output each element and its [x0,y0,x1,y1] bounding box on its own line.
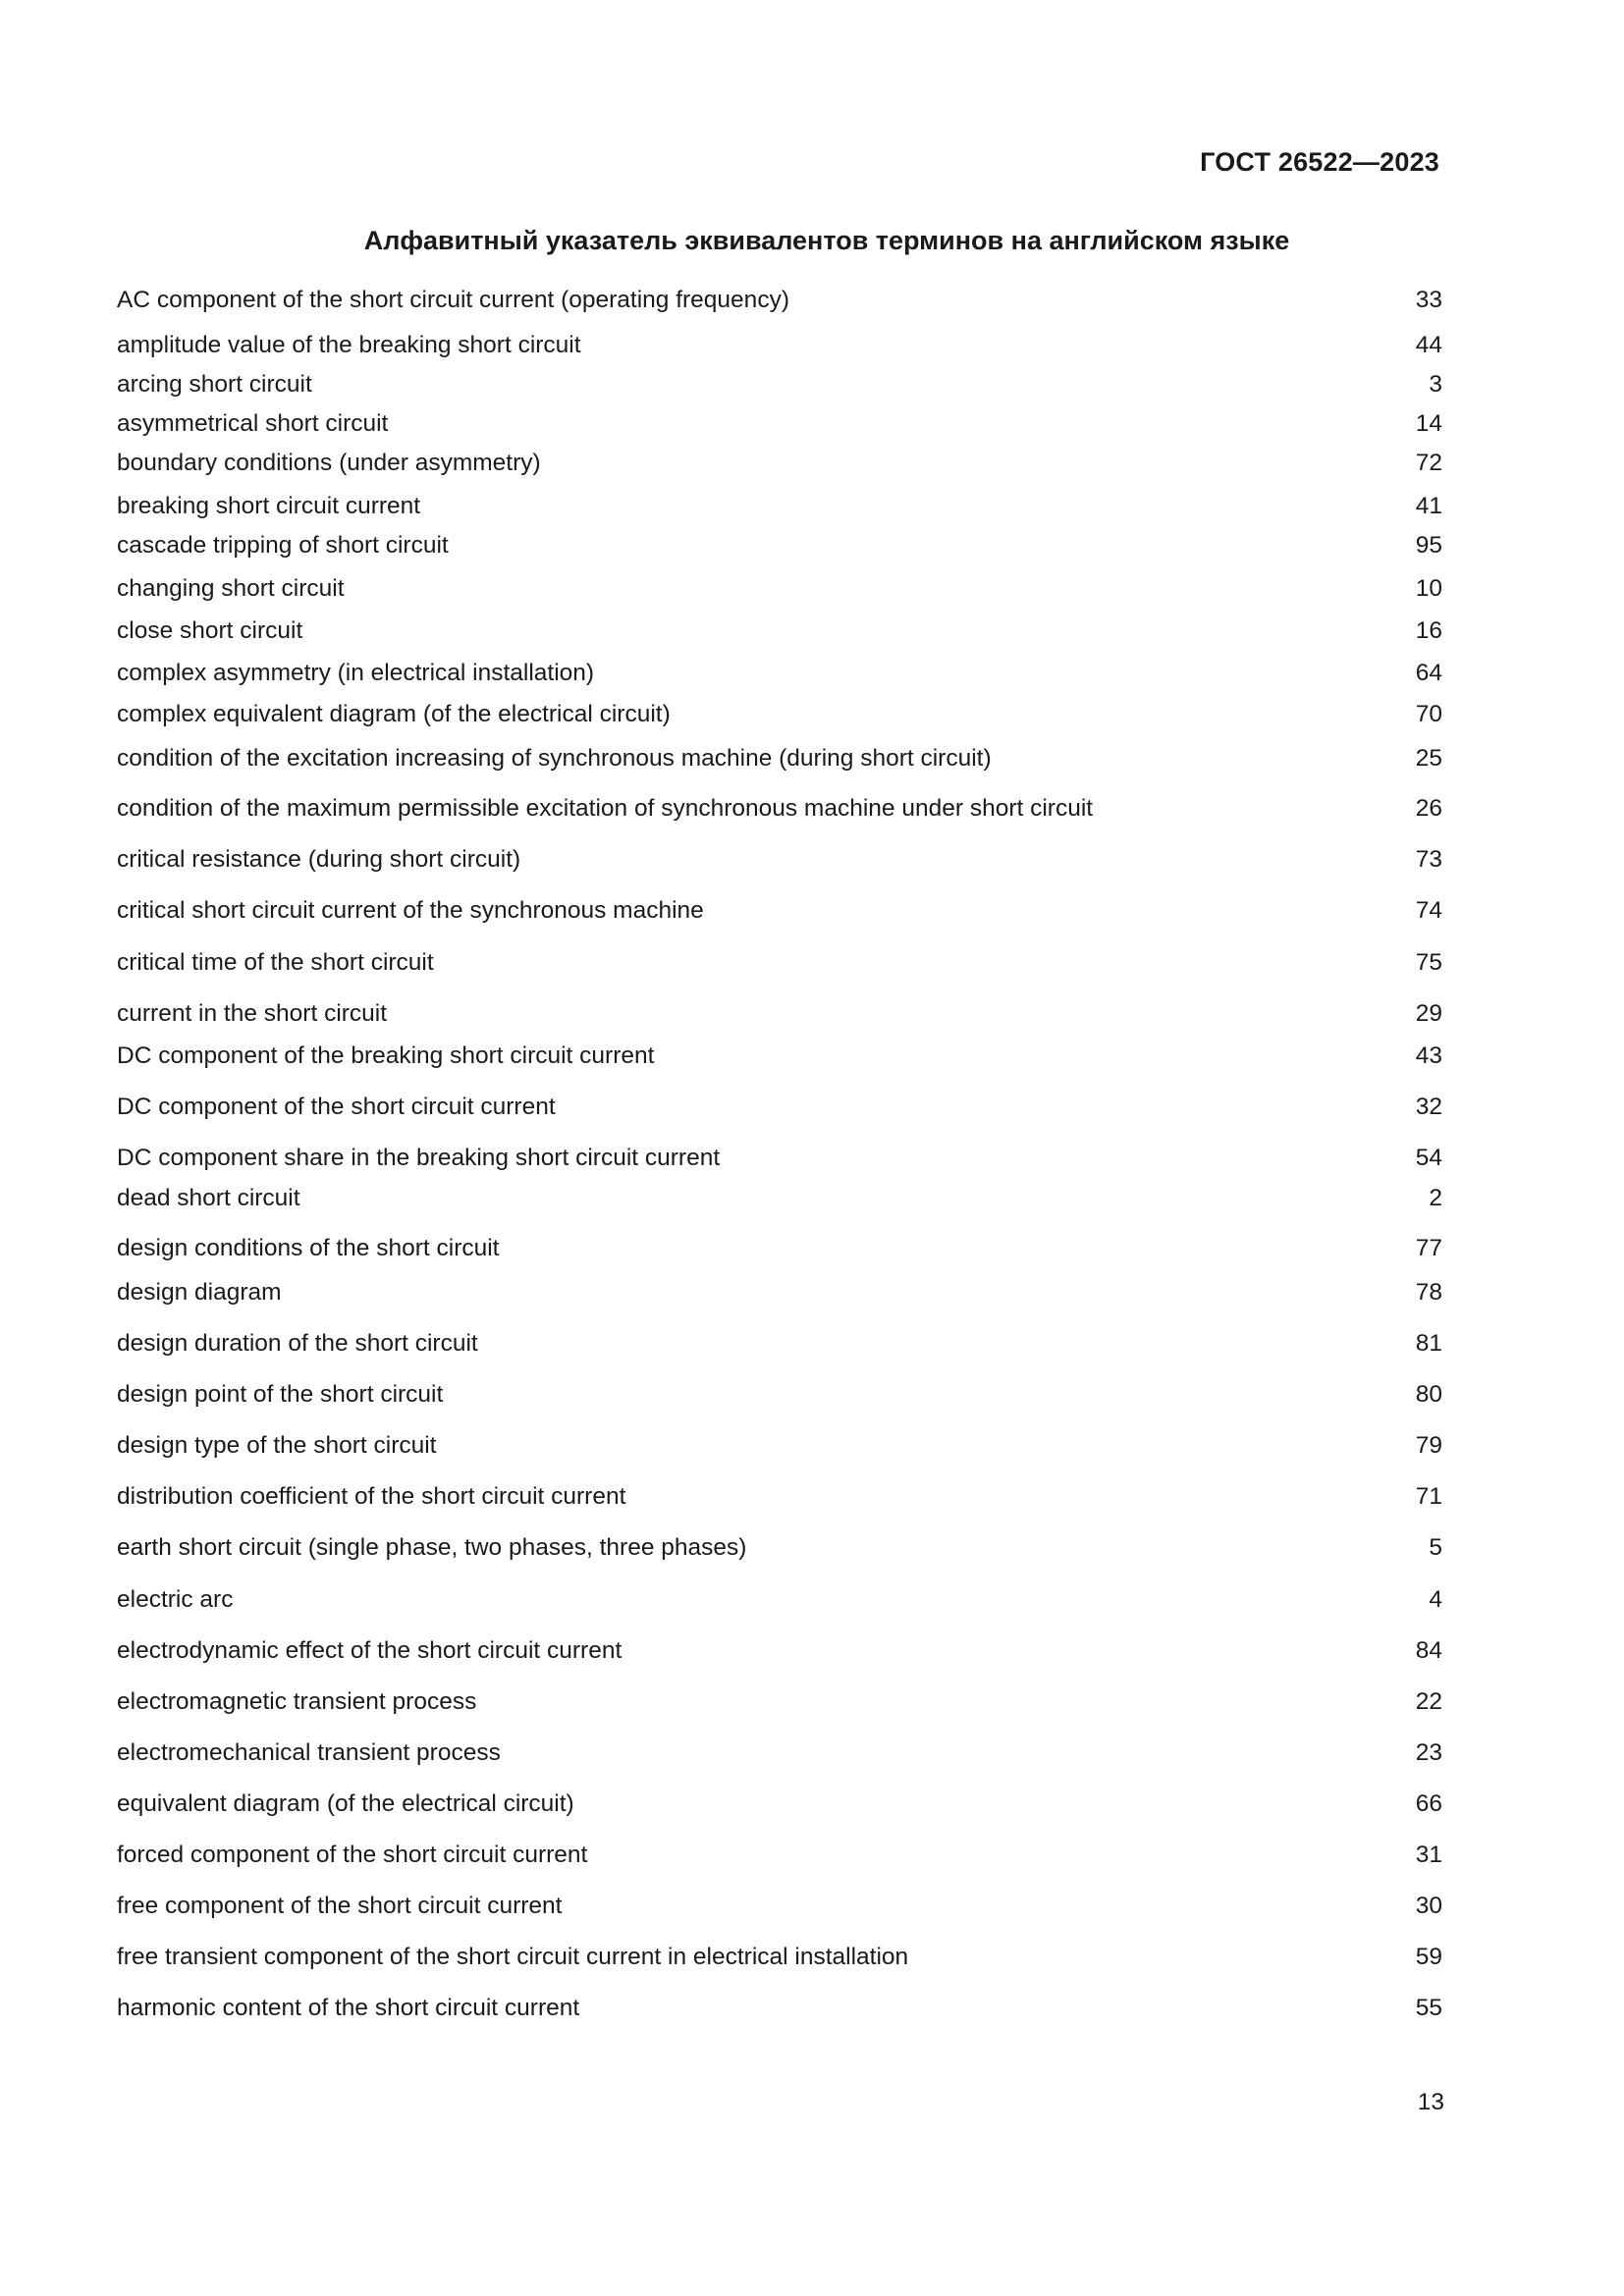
index-entry [117,1182,1442,1215]
index-entry [117,1941,1442,1974]
index-term: design diagram [117,1279,282,1306]
index-term: AC component of the short circuit current (operating frequency) [117,287,789,313]
index-entry [117,329,1442,362]
index-entry [117,529,1442,562]
index-ref-number: 95 [1415,532,1442,559]
index-entry [117,1992,1442,2025]
index-term: design duration of the short circuit [117,1330,478,1357]
index-entry [117,1788,1442,1821]
index-term: forced component of the short circuit current [117,1842,588,1868]
index-entry [117,572,1442,606]
index-term: free component of the short circuit current [117,1893,563,1919]
index-ref-number: 73 [1415,846,1442,873]
index-ref-number: 78 [1415,1279,1442,1306]
index-term: boundary conditions (under asymmetry) [117,450,541,476]
index-entry [117,1634,1442,1668]
index-term: electric arc [117,1586,234,1613]
index-entry [117,742,1442,775]
index-term: DC component of the breaking short circuit current [117,1042,655,1069]
index-ref-number: 41 [1415,493,1442,519]
index-entry [117,490,1442,523]
index-ref-number: 10 [1415,575,1442,602]
index-ref-number: 33 [1415,287,1442,313]
index-entry [117,1232,1442,1265]
index-ref-number: 2 [1429,1185,1442,1211]
index-term: condition of the maximum permissible excitation of synchronous machine under short circuit [117,795,1094,822]
index-ref-number: 66 [1415,1790,1442,1817]
index-entry [117,284,1442,317]
index-entry [117,1890,1442,1923]
index-entry [117,1327,1442,1361]
index-ref-number: 71 [1415,1483,1442,1510]
index-entry [117,1276,1442,1309]
index-entry [117,614,1442,648]
index-ref-number: 3 [1429,371,1442,398]
index-entry [117,946,1442,980]
index-term: complex asymmetry (in electrical installation) [117,660,595,686]
document-code: ГОСТ 26522—2023 [1200,147,1439,177]
index-term: DC component share in the breaking short circuit current [117,1145,721,1171]
index-title: Алфавитный указатель эквивалентов терминов на английском языке [363,226,1290,255]
index-ref-number: 54 [1415,1145,1442,1171]
index-ref-number: 72 [1415,450,1442,476]
index-term: earth short circuit (single phase, two phases, three phases) [117,1534,747,1561]
index-ref-number: 30 [1415,1893,1442,1919]
index-term: critical time of the short circuit [117,949,434,976]
index-entry [117,1583,1442,1617]
index-ref-number: 80 [1415,1381,1442,1408]
page-number: 13 [1417,2089,1444,2115]
index-term: design point of the short circuit [117,1381,444,1408]
index-ref-number: 59 [1415,1944,1442,1970]
index-term: electromechanical transient process [117,1739,501,1766]
index-term: close short circuit [117,617,303,644]
index-term: cascade tripping of short circuit [117,532,449,559]
index-ref-number: 14 [1415,410,1442,437]
index-ref-number: 29 [1415,1000,1442,1027]
index-ref-number: 75 [1415,949,1442,976]
index-term: amplitude value of the breaking short circuit [117,332,581,358]
index-ref-number: 4 [1429,1586,1442,1613]
index-ref-number: 25 [1415,745,1442,772]
index-term: dead short circuit [117,1185,300,1211]
index-term: harmonic content of the short circuit current [117,1995,580,2021]
index-entry [117,698,1442,731]
index-entry [117,894,1442,928]
index-entry [117,1480,1442,1514]
index-term: arcing short circuit [117,371,312,398]
index-term: complex equivalent diagram (of the electrical circuit) [117,701,671,727]
index-entry [117,843,1442,877]
index-entry [117,1142,1442,1175]
index-entry [117,1429,1442,1463]
index-ref-number: 81 [1415,1330,1442,1357]
index-ref-number: 16 [1415,617,1442,644]
index-term: current in the short circuit [117,1000,388,1027]
index-ref-number: 79 [1415,1432,1442,1459]
index-term: electromagnetic transient process [117,1688,477,1715]
index-term: design conditions of the short circuit [117,1235,500,1261]
index-ref-number: 44 [1415,332,1442,358]
index-entry [117,447,1442,480]
index-entry [117,1040,1442,1073]
index-term: distribution coefficient of the short circuit current [117,1483,626,1510]
index-term: free transient component of the short circuit current in electrical installation [117,1944,909,1970]
index-ref-number: 70 [1415,701,1442,727]
index-term: equivalent diagram (of the electrical circuit) [117,1790,574,1817]
index-term: design type of the short circuit [117,1432,437,1459]
index-term: changing short circuit [117,575,345,602]
index-ref-number: 55 [1415,1995,1442,2021]
index-entry [117,1378,1442,1412]
index-entry [117,1839,1442,1872]
index-entry [117,657,1442,690]
index-ref-number: 74 [1415,897,1442,924]
index-entry [117,1531,1442,1565]
index-entry [117,368,1442,401]
index-term: condition of the excitation increasing of synchronous machine (during short circuit) [117,745,992,772]
index-term: critical short circuit current of the synchronous machine [117,897,704,924]
index-ref-number: 77 [1415,1235,1442,1261]
index-entry [117,792,1442,826]
index-term: breaking short circuit current [117,493,421,519]
index-term: DC component of the short circuit current [117,1094,556,1120]
index-term: asymmetrical short circuit [117,410,389,437]
index-entry [117,407,1442,441]
index-ref-number: 84 [1415,1637,1442,1664]
index-entry [117,1736,1442,1770]
index-ref-number: 43 [1415,1042,1442,1069]
index-ref-number: 23 [1415,1739,1442,1766]
index-ref-number: 31 [1415,1842,1442,1868]
index-ref-number: 22 [1415,1688,1442,1715]
index-ref-number: 64 [1415,660,1442,686]
index-ref-number: 32 [1415,1094,1442,1120]
index-ref-number: 5 [1429,1534,1442,1561]
index-entry [117,1685,1442,1719]
index-entry [117,1091,1442,1124]
index-term: electrodynamic effect of the short circuit current [117,1637,623,1664]
index-entry [117,997,1442,1031]
index-ref-number: 26 [1415,795,1442,822]
index-term: critical resistance (during short circuit) [117,846,521,873]
